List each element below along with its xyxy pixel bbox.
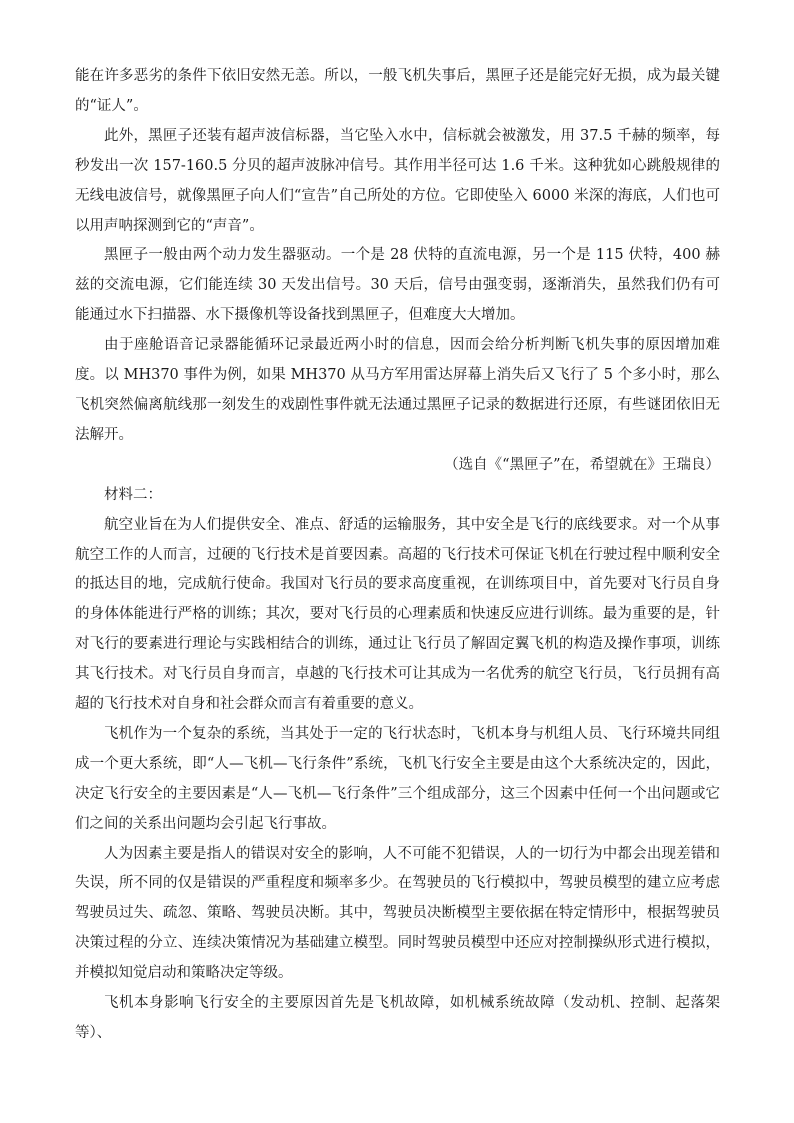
paragraph-system: 飞机作为一个复杂的系统，当其处于一定的飞行状态时，飞机本身与机组人员、飞行环境共同组成一个更大系统，即“人—飞机—飞行条件”系统，飞机飞行安全主要是由这个大系统决定的，因此，决定飞行安全的主要因素是“人—飞机—飞行条件”三个组成部分，这三个因素中任何一个出问题或它们之间的关系出问题均会引起飞行事故。 <box>75 725 720 832</box>
source-citation: （选自《“黑匣子”在，希望就在》王瑞良） <box>444 456 720 473</box>
paragraph-beacon: 此外，黑匣子还装有超声波信标器，当它坠入水中，信标就会被激发，用 37.5 千赫的频率，每秒发出一次 157-160.5 分贝的超声波脉冲信号。其作用半径可达 1.6 千米。这种犹如心跳般规律的无线电波信号，就像黑匣子向人们“宣告”自己所处的方位。它即使坠入 6000 米深的海底，人们也可以用声呐探测到它的“声音”。 <box>75 127 720 234</box>
paragraph-human-factor: 人为因素主要是指人的错误对安全的影响，人不可能不犯错误，人的一切行为中都会出现差错和失误，所不同的仅是错误的严重程度和频率多少。在驾驶员的飞行模拟中，驾驶员模型的建立应考虑驾驶员过失、疏忽、策略、驾驶员决断。其中，驾驶员决断模型主要依据在特定情形中，根据驾驶员决策过程的分立、连续决策情况为基础建立模型。同时驾驶员模型中还应对控制操纵形式进行模拟，并模拟知觉启动和策略决定等级。 <box>75 845 720 982</box>
paragraph-power: 黑匣子一般由两个动力发生器驱动。一个是 28 伏特的直流电源，另一个是 115 伏特，400 赫兹的交流电源，它们能连续 30 天发出信号。30 天后，信号由强变弱，逐渐消失，虽然我们仍有可能通过水下扫描器、水下摄像机等设备找到黑匣子，但难度大大增加。 <box>75 247 720 324</box>
paragraph-continuation: 能在许多恶劣的条件下依旧安然无恙。所以，一般飞机失事后，黑匣子还是能完好无损，成为最关键的“证人”。 <box>75 68 720 114</box>
section-heading-material-2: 材料二： <box>104 486 162 503</box>
paragraph-pilot-skill: 航空业旨在为人们提供安全、准点、舒适的运输服务，其中安全是飞行的底线要求。对一个从事航空工作的人而言，过硬的飞行技术是首要因素。高超的飞行技术可保证飞机在行驶过程中顺利安全的抵达目的地，完成航行使命。我国对飞行员的要求高度重视，在训练项目中，首先要对飞行员自身的身体体能进行严格的训练；其次，要对飞行员的心理素质和快速反应进行训练。最为重要的是，针对飞行的要素进行理论与实践相结合的训练，通过让飞行员了解固定翼飞机的构造及操作事项，训练其飞行技术。对飞行员自身而言，卓越的飞行技术可让其成为一名优秀的航空飞行员，飞行员拥有高超的飞行技术对自身和社会群众而言有着重要的意义。 <box>75 516 720 713</box>
document-page <box>75 62 720 1049</box>
paragraph-mh370: 由于座舱语音记录器能循环记录最近两小时的信息，因而会给分析判断飞机失事的原因增加难度。以 MH370 事件为例，如果 MH370 从马方军用雷达屏幕上消失后又飞行了 5 个多小时，那么飞机突然偏离航线那一刻发生的戏剧性事件就无法通过黑匣子记录的数据进行还原，有些谜团依旧无法解开。 <box>75 337 720 443</box>
paragraph-aircraft-factor: 飞机本身影响飞行安全的主要原因首先是飞机故障，如机械系统故障（发动机、控制、起落架等）、 <box>75 995 720 1041</box>
